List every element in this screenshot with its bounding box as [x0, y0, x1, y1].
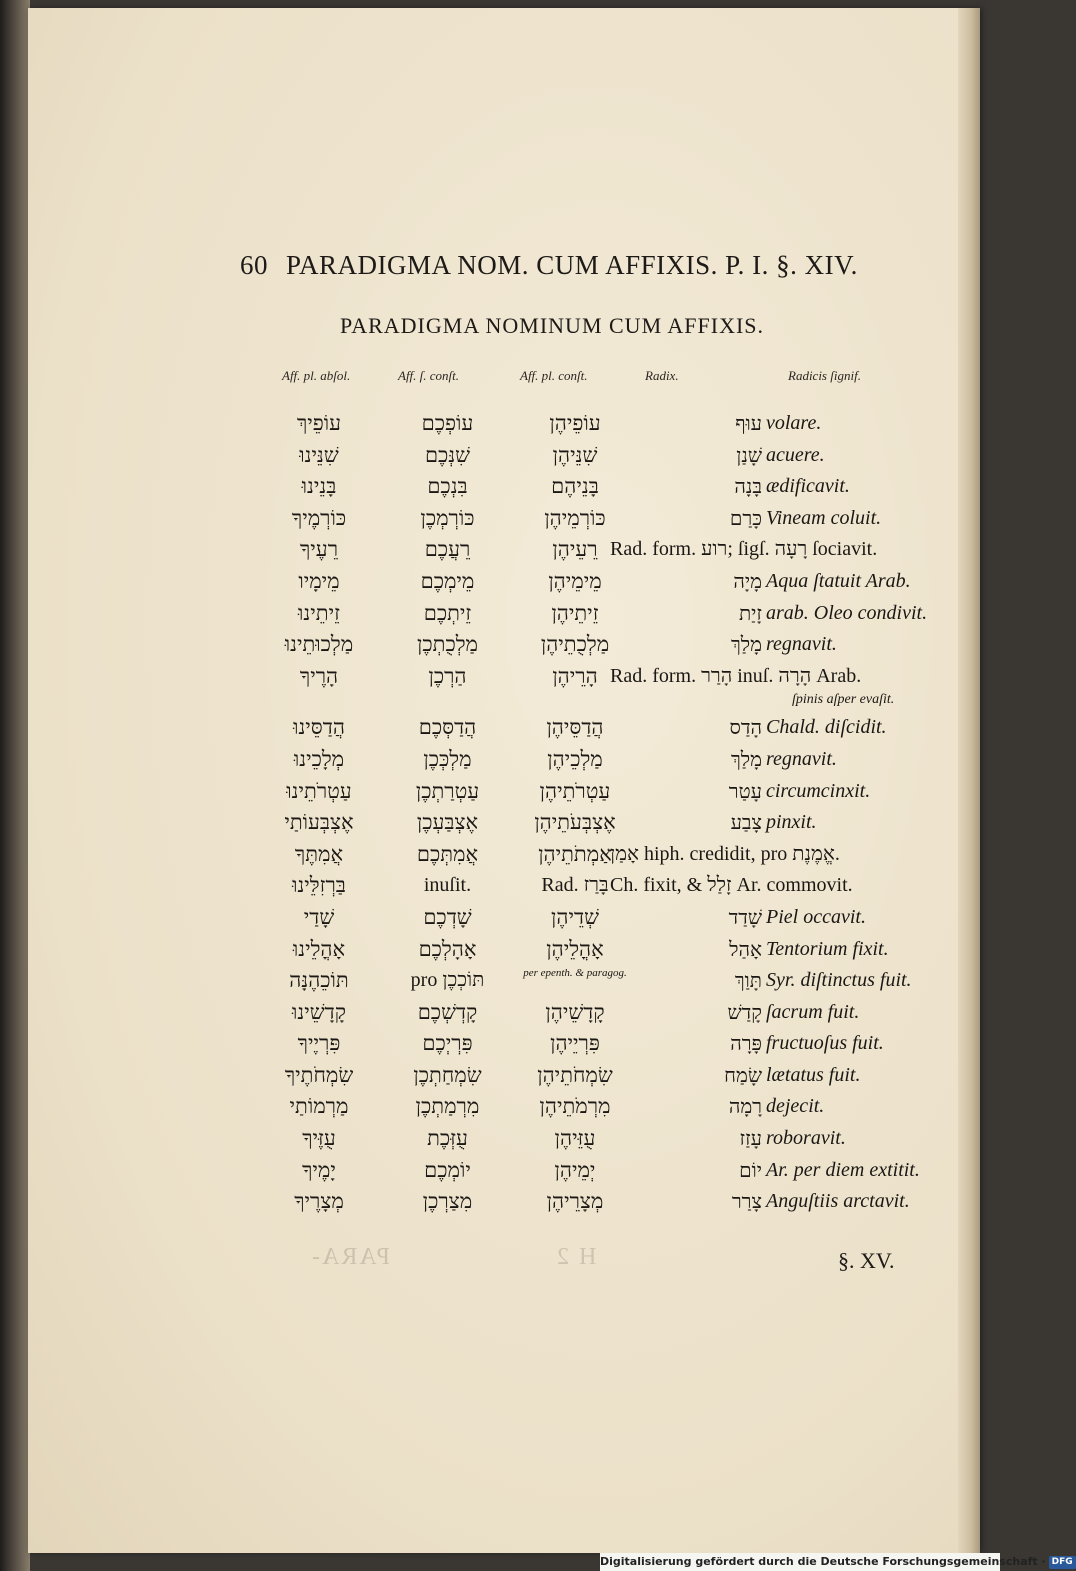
show-through-text: PARA-	[310, 1244, 390, 1270]
cell-c2: שָׁדְכֶם	[423, 904, 472, 929]
cell-c5: Anguſtiis arctavit.	[766, 1190, 910, 1213]
cell-c3: הָרֵיהֶן	[552, 663, 598, 688]
cell-c4: עָזַז	[739, 1126, 762, 1151]
cell-c1: אֶצְבְּעוֹתַי	[284, 810, 354, 835]
col-header-radicis-signif: Radicis ſignif.	[788, 368, 861, 383]
cell-c2: עוֹפְכֶם	[421, 411, 474, 435]
cell-c2: pro תּוֹכְכֶן	[410, 969, 485, 992]
cell-c3: מֵימֵיהֶן	[548, 568, 602, 593]
page-title: PARADIGMA NOMINUM CUM AFFIXIS.	[340, 313, 765, 338]
cell-c4: עָטַר	[728, 778, 762, 803]
page-number: 60	[240, 250, 268, 280]
cell-c5: Syr. diſtinctus fuit.	[766, 969, 912, 992]
cell-c2: קָדְשְׁכֶם	[417, 999, 478, 1024]
cell-c1: מְלָכֵינוּ	[293, 746, 345, 771]
cell-c4: אָהַל	[729, 936, 762, 961]
cell-c5: pinxit.	[766, 811, 817, 834]
cell-c1: בַּרְזִלֵּינוּ	[292, 873, 346, 898]
cell-c4: זָיַת	[738, 600, 762, 625]
cell-c3: שְׁדֵיהֶן	[551, 904, 599, 929]
cell-c2: מִצַרְכֶן	[422, 1189, 473, 1214]
cell-c2: מַלְכְּכֶן	[423, 746, 472, 771]
cell-c3: רֵעֵיהֶן	[552, 537, 598, 562]
table-row	[240, 744, 940, 776]
table-row	[240, 870, 940, 902]
cell-c5: Chald. diſcidit.	[766, 716, 887, 739]
table-row	[240, 629, 940, 661]
cell-c5: ædificavit.	[766, 475, 850, 498]
cell-c4: מָיָה	[733, 568, 762, 593]
cell-c5: lætatus fuit.	[766, 1063, 861, 1086]
table-row	[240, 503, 940, 535]
table-row	[240, 776, 940, 808]
cell-c2: יוֹמְכֶם	[424, 1157, 471, 1182]
cell-c1: עוֹפֵיךְ	[296, 411, 342, 435]
table-row	[240, 712, 940, 744]
cell-c5: regnavit.	[766, 747, 837, 770]
cell-c1: פִּרְיֶיךָ	[297, 1031, 341, 1056]
cell-c2: שִׁנְּכֶם	[424, 442, 471, 467]
cell-c2: הֲדַסְּכֶם	[418, 715, 477, 740]
cell-c2: בִּנְכֶם	[427, 474, 468, 499]
book-spine	[0, 0, 30, 1571]
cell-c3: שִׂמְחֹתֵיהֶן	[537, 1062, 613, 1087]
cell-c4: מָלַךְ	[730, 632, 762, 657]
table-row	[240, 408, 940, 440]
cell-c3: עֻזֵּיהֶן	[554, 1126, 596, 1151]
cell-c4: צָרַר	[731, 1189, 762, 1214]
cell-c2: רֵעֲכֶם	[424, 537, 471, 562]
running-head-text: PARADIGMA NOM. CUM AFFIXIS. P. I. §. XIV.	[286, 250, 858, 280]
cell-c1: הֲדַסֵּינוּ	[293, 715, 345, 740]
cell-c5: fructuoſus fuit.	[766, 1032, 884, 1055]
dfg-logo-icon: DFG	[1049, 1556, 1076, 1569]
table-row	[240, 839, 940, 871]
cell-c1: תּוֹכֵהֶנָּה	[289, 968, 349, 993]
cell-c2: מַלְכֻתְכֶן	[417, 632, 478, 657]
cell-c2: אֶצְבַּעְכֶן	[416, 810, 479, 835]
cell-c2: inuſit.	[423, 874, 472, 897]
cell-c2: אָהָלְכֶם	[418, 936, 477, 961]
cell-c3: אֶצְבְּעֹתֵיהֶן	[534, 810, 616, 835]
cell-c4: Rad. form. הָרַר inuſ. הָרָה Arab.	[610, 664, 862, 687]
cell-c3: אָהֳלֵיהֶן	[546, 936, 604, 961]
cell-c1: עֻזֶּיךָ	[302, 1126, 336, 1151]
table-row	[240, 1028, 940, 1060]
footer-text: Digitalisierung gefördert durch die Deutsche Forschungsgemeinschaft ·	[600, 1555, 1046, 1568]
cell-c5: roboravit.	[766, 1127, 846, 1150]
cell-c4: הָדַס	[729, 715, 762, 740]
cell-c2: מִרְמַתְכֶן	[415, 1094, 480, 1119]
table-row	[240, 534, 940, 566]
cell-c4: עוּף	[735, 411, 762, 435]
cell-c1: בָּנֵינוּ	[301, 474, 337, 499]
cell-c3: הֲדַסֵּיהֶן	[546, 715, 604, 740]
col-header-radix: Radix.	[645, 368, 679, 383]
col-header-aff-s-const: Aff. ſ. conſt.	[398, 368, 460, 383]
cell-c1: זֵיתֵינוּ	[298, 600, 340, 625]
cell-c1: מְצָרֶיךָ	[294, 1189, 344, 1214]
cell-c4: שָׁנַן	[736, 442, 762, 467]
cell-c4: מָלַךְ	[730, 746, 762, 771]
cell-c1: רֵעֶיךָ	[299, 537, 339, 562]
cell-c1: קָדָשֵׁינוּ	[292, 999, 346, 1024]
cell-c1: הָרֶיךָ	[299, 663, 339, 688]
cell-c1: אֲמִתֶּךָ	[294, 841, 344, 866]
cell-c3: קָדָשֵׁיהֶן	[545, 999, 605, 1024]
cell-c1: אָהֳלֵינוּ	[292, 936, 346, 961]
cell-c4: שָׁדַד	[728, 904, 762, 929]
cell-c5: Tentorium fixit.	[766, 937, 889, 960]
table-row	[240, 965, 940, 997]
table-row	[240, 1060, 940, 1092]
table-row	[240, 1155, 940, 1187]
table-row	[240, 1091, 940, 1123]
cell-c3: per epenth. & paragog.	[523, 967, 627, 980]
table-row	[240, 934, 940, 966]
cell-c5: Aqua ſtatuit Arab.	[766, 569, 911, 592]
cell-c3: שִׁנֵּיהֶן	[552, 442, 598, 467]
cell-c3: יְמֵיהֶן	[554, 1157, 596, 1182]
cell-c4: תָּוַךְ	[734, 968, 762, 993]
cell-c2: עַטְרַתְכֶן	[415, 778, 480, 803]
cell-c1: מַרְמוֹתַי	[289, 1094, 349, 1119]
digitization-footer	[600, 1553, 1073, 1571]
cell-c3: Rad. בָּרַז	[541, 874, 609, 897]
cell-c5: volare.	[766, 412, 822, 434]
table-row	[240, 598, 940, 630]
cell-c4: צָבַע	[730, 810, 762, 835]
page-edge	[958, 8, 980, 1553]
cell-c5: Ar. per diem extitit.	[766, 1158, 920, 1181]
cell-c3: אַמְתֹתֵיהֶן	[538, 841, 612, 866]
cell-c2: פִּרְיְכֶם	[422, 1031, 473, 1056]
col-header-aff-pl-const: Aff. pl. conſt.	[520, 368, 588, 383]
cell-c1: שִׂמְחֹתֶיךָ	[284, 1062, 354, 1087]
cell-c3: פִּרְיֵיהֶן	[550, 1031, 600, 1056]
running-head	[240, 250, 940, 281]
cell-c2: מֵימְכֶם	[420, 568, 475, 593]
cell-c3: מַלְכֻתֵיהֶן	[540, 632, 610, 657]
cell-c4: פָּרָה	[730, 1031, 762, 1056]
cell-c3: עַטְרֹתֵיהֶן	[539, 778, 611, 803]
table-row	[240, 661, 940, 693]
table-row	[240, 1123, 940, 1155]
table-row	[240, 902, 940, 934]
cell-c4: שָׂמַח	[724, 1062, 762, 1087]
cell-c3: מְצָרֵיהֶן	[546, 1189, 604, 1214]
cell-c3: כּוֹרְמֵיהֶן	[544, 505, 606, 530]
cell-c1: מֵימָיו	[298, 568, 340, 593]
table-row	[240, 471, 940, 503]
cell-c5: regnavit.	[766, 633, 837, 656]
table-note-row	[240, 692, 940, 712]
cell-c2: שִׂמְחַתְכֶן	[413, 1062, 482, 1087]
cell-c4: כָּרַם	[729, 505, 762, 530]
cell-c2: אֲמִתְּכֶם	[416, 841, 479, 866]
cell-c3: עוֹפֵיהֶן	[549, 411, 601, 435]
cell-c1: שָׁדַי	[303, 904, 335, 929]
cell-c5: dejecit.	[766, 1095, 825, 1118]
cell-c1: שִׁנֵּינוּ	[299, 442, 339, 467]
cell-c1: יָמֶיךָ	[302, 1157, 336, 1182]
column-headers	[240, 368, 940, 388]
cell-c4: קָדַשׁ	[727, 999, 762, 1024]
cell-c2: כּוֹרְמְכֶן	[420, 505, 475, 530]
cell-c4: Rad. form. רוע; ſigſ. רָעָה ſociavit.	[610, 538, 878, 561]
cell-c4: יוֹם	[739, 1157, 762, 1182]
cell-c1: עַטְרֹתֵינוּ	[286, 778, 352, 803]
show-through-signature: H 2	[555, 1244, 597, 1270]
table-row	[240, 997, 940, 1029]
catchword: §. XV.	[838, 1248, 895, 1273]
cell-c5: Vineam coluit.	[766, 506, 882, 529]
cell-c5: ſacrum fuit.	[766, 1000, 860, 1023]
cell-c3: בָּנֵיהֶם	[551, 474, 599, 499]
cell-c1: כּוֹרְמֶיךָ	[291, 505, 347, 530]
table-row	[240, 1186, 940, 1218]
cell-c2: זֵיתְכֶם	[423, 600, 472, 625]
cell-c2: עֻזְּכֶת	[427, 1126, 468, 1151]
cell-c3: מִרְמֹתֵיהֶן	[539, 1094, 611, 1119]
cell-c1: מַלְכוּתֵינוּ	[284, 632, 354, 657]
cell-c4: אָמַן hiph. credidit, pro אֱמֶנֶת.	[610, 842, 840, 865]
cell-c5: circumcinxit.	[766, 779, 871, 802]
table-row	[240, 440, 940, 472]
col-header-aff-pl-absol: Aff. pl. abſol.	[282, 368, 351, 383]
cell-c4: בָּנָה	[734, 474, 762, 499]
cell-c2: הַרְכֶן	[428, 663, 467, 688]
cell-c4: רָמָה	[728, 1094, 762, 1119]
cell-c5: ſpinis aſper evaſit.	[792, 692, 895, 708]
cell-c4: Ch. fixit, & זָלַל Ar. commovit.	[610, 874, 853, 897]
table-row	[240, 807, 940, 839]
table-row	[240, 566, 940, 598]
cell-c3: זֵיתֵיהֶן	[551, 600, 599, 625]
cell-c5: Piel occavit.	[766, 905, 866, 928]
cell-c5: acuere.	[766, 443, 825, 466]
paradigm-table	[240, 408, 940, 1218]
cell-c3: מַלְכֵיהֶן	[547, 746, 603, 771]
cell-c5: arab. Oleo condivit.	[766, 601, 928, 624]
